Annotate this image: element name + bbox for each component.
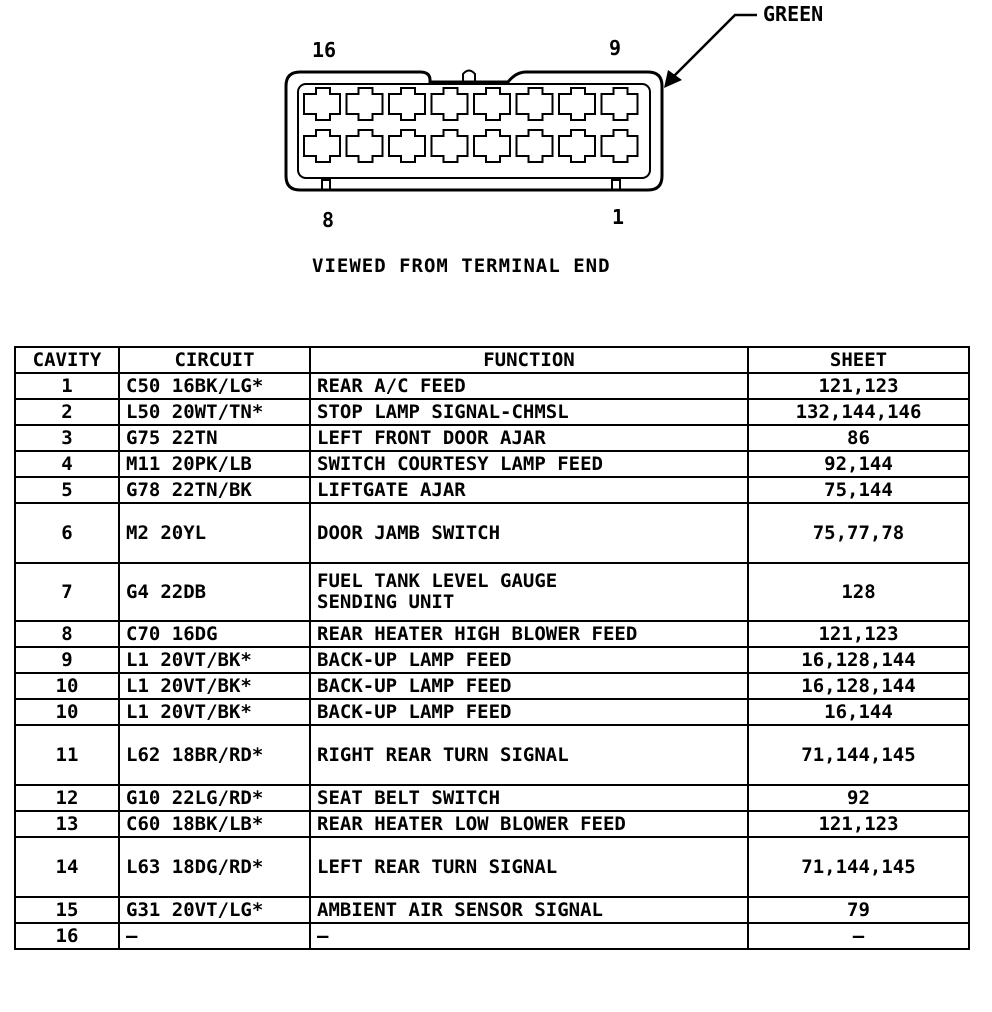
cell-function: LIFTGATE AJAR (310, 477, 748, 503)
connector-key-notch (463, 71, 475, 83)
cell-function: REAR HEATER LOW BLOWER FEED (310, 811, 748, 837)
cell-circuit: L1 20VT/BK* (119, 699, 310, 725)
table-row (15, 621, 969, 647)
pin-label-1: 1 (612, 205, 625, 229)
cell-cavity: 13 (15, 811, 119, 837)
cell-circuit: M2 20YL (119, 503, 310, 563)
cell-circuit: G75 22TN (119, 425, 310, 451)
cell-circuit: G31 20VT/LG* (119, 897, 310, 923)
cell-sheet: 71,144,145 (748, 837, 969, 897)
cell-sheet: 132,144,146 (748, 399, 969, 425)
cell-function: LEFT FRONT DOOR AJAR (310, 425, 748, 451)
cell-circuit: C60 18BK/LB* (119, 811, 310, 837)
pin-label-9: 9 (609, 36, 622, 60)
connector-cavity (517, 88, 553, 120)
cell-function: RIGHT REAR TURN SIGNAL (310, 725, 748, 785)
table-row (15, 673, 969, 699)
cell-sheet: 86 (748, 425, 969, 451)
cell-cavity: 5 (15, 477, 119, 503)
header-cavity: CAVITY (15, 347, 119, 373)
cell-function: LEFT REAR TURN SIGNAL (310, 837, 748, 897)
table-row (15, 563, 969, 621)
connector-cavity (432, 130, 468, 162)
connector-cavity (389, 130, 425, 162)
cell-circuit: L1 20VT/BK* (119, 673, 310, 699)
cell-sheet: — (748, 923, 969, 949)
table-header-row (15, 347, 969, 373)
table-row (15, 837, 969, 897)
connector-cavity (602, 130, 638, 162)
connector-cavity (432, 88, 468, 120)
cell-function: BACK-UP LAMP FEED (310, 647, 748, 673)
cell-circuit: L62 18BR/RD* (119, 725, 310, 785)
cell-cavity: 10 (15, 673, 119, 699)
cell-cavity: 11 (15, 725, 119, 785)
cavity-table (14, 346, 970, 950)
cell-sheet: 75,144 (748, 477, 969, 503)
cell-cavity: 2 (15, 399, 119, 425)
connector-cavity (474, 130, 510, 162)
pin-label-16: 16 (312, 38, 337, 62)
cell-circuit: C70 16DG (119, 621, 310, 647)
green-pointer-arrow (672, 15, 757, 78)
table-row (15, 373, 969, 399)
cell-circuit: M11 20PK/LB (119, 451, 310, 477)
table-row (15, 451, 969, 477)
cell-function: DOOR JAMB SWITCH (310, 503, 748, 563)
connector-cavity (389, 88, 425, 120)
cell-cavity: 3 (15, 425, 119, 451)
cell-sheet: 16,128,144 (748, 647, 969, 673)
cell-sheet: 16,128,144 (748, 673, 969, 699)
cell-cavity: 1 (15, 373, 119, 399)
table-row (15, 699, 969, 725)
connector-cavity (347, 130, 383, 162)
cell-circuit: C50 16BK/LG* (119, 373, 310, 399)
header-sheet: SHEET (748, 347, 969, 373)
table-row (15, 425, 969, 451)
cell-function: STOP LAMP SIGNAL-CHMSL (310, 399, 748, 425)
table-row (15, 399, 969, 425)
cell-circuit: L1 20VT/BK* (119, 647, 310, 673)
cell-cavity: 9 (15, 647, 119, 673)
table-row (15, 477, 969, 503)
cell-circuit: — (119, 923, 310, 949)
cell-function: AMBIENT AIR SENSOR SIGNAL (310, 897, 748, 923)
header-function: FUNCTION (310, 347, 748, 373)
pin-label-8: 8 (322, 208, 335, 232)
cell-cavity: 14 (15, 837, 119, 897)
cell-sheet: 16,144 (748, 699, 969, 725)
cell-function: REAR HEATER HIGH BLOWER FEED (310, 621, 748, 647)
cell-sheet: 92,144 (748, 451, 969, 477)
cell-cavity: 8 (15, 621, 119, 647)
cell-cavity: 12 (15, 785, 119, 811)
table-row (15, 647, 969, 673)
table-row (15, 503, 969, 563)
green-pointer-arrowhead (664, 70, 682, 88)
cell-function: BACK-UP LAMP FEED (310, 699, 748, 725)
cell-function: SWITCH COURTESY LAMP FEED (310, 451, 748, 477)
cell-sheet: 92 (748, 785, 969, 811)
cell-sheet: 121,123 (748, 621, 969, 647)
cell-circuit: G78 22TN/BK (119, 477, 310, 503)
table-row (15, 725, 969, 785)
cell-circuit: L63 18DG/RD* (119, 837, 310, 897)
connector-cavity (304, 88, 340, 120)
cell-circuit: G4 22DB (119, 563, 310, 621)
cell-sheet: 128 (748, 563, 969, 621)
connector-housing (286, 72, 662, 190)
cell-cavity: 4 (15, 451, 119, 477)
connector-cavity (559, 130, 595, 162)
connector-cavity (304, 130, 340, 162)
header-circuit: CIRCUIT (119, 347, 310, 373)
connector-cavity (559, 88, 595, 120)
cell-cavity: 7 (15, 563, 119, 621)
cell-cavity: 15 (15, 897, 119, 923)
table-body (15, 373, 969, 949)
cell-function: REAR A/C FEED (310, 373, 748, 399)
cell-sheet: 121,123 (748, 373, 969, 399)
cell-circuit: L50 20WT/TN* (119, 399, 310, 425)
connector-cavity (347, 88, 383, 120)
cell-function: FUEL TANK LEVEL GAUGE SENDING UNIT (310, 563, 748, 621)
table-row (15, 785, 969, 811)
connector-cavity (517, 130, 553, 162)
table-row (15, 811, 969, 837)
cell-cavity: 6 (15, 503, 119, 563)
connector-cavity (474, 88, 510, 120)
cell-sheet: 121,123 (748, 811, 969, 837)
cell-cavity: 10 (15, 699, 119, 725)
cell-function: SEAT BELT SWITCH (310, 785, 748, 811)
cell-cavity: 16 (15, 923, 119, 949)
cell-function: — (310, 923, 748, 949)
cell-sheet: 71,144,145 (748, 725, 969, 785)
cell-sheet: 75,77,78 (748, 503, 969, 563)
cavity-grid (304, 88, 638, 162)
connector-caption: VIEWED FROM TERMINAL END (312, 255, 611, 277)
cell-sheet: 79 (748, 897, 969, 923)
table-row (15, 923, 969, 949)
cell-function: BACK-UP LAMP FEED (310, 673, 748, 699)
connector-cavity (602, 88, 638, 120)
cell-circuit: G10 22LG/RD* (119, 785, 310, 811)
table-row (15, 897, 969, 923)
connector-color-label: GREEN (763, 2, 824, 26)
